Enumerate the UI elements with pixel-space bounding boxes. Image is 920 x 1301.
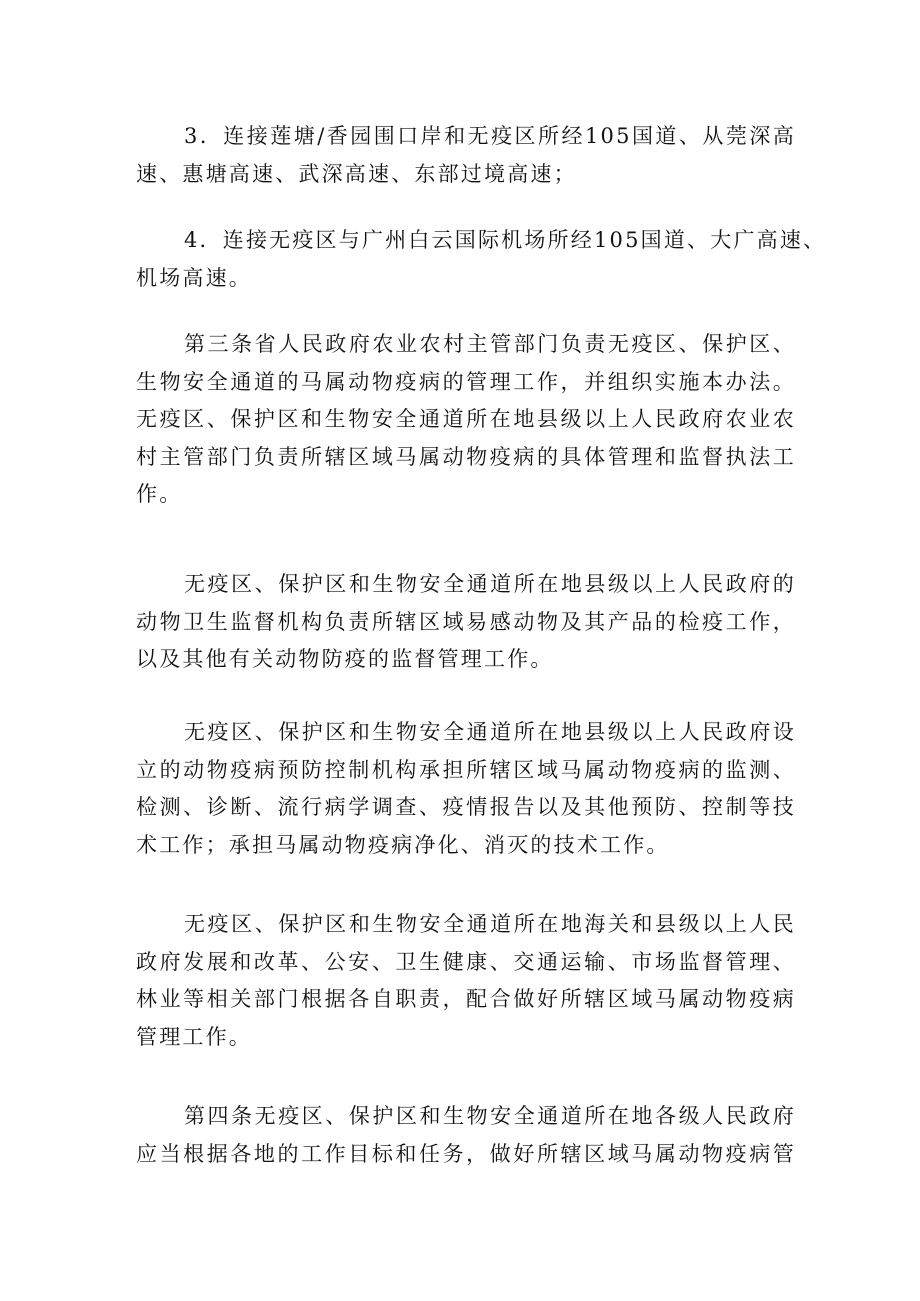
- paragraph-line: 生物安全通道的马属动物疫病的管理工作，并组织实施本办法。: [136, 369, 796, 394]
- paragraph-line: 无疫区、保护区和生物安全通道所在地县级以上人民政府的: [184, 572, 796, 596]
- paragraph-line: 政府发展和改革、公安、卫生健康、交通运输、市场监督管理、: [136, 949, 796, 974]
- paragraph-line: 机场高速。: [136, 265, 252, 290]
- paragraph-line: 作。: [136, 482, 183, 506]
- paragraph-line: 无疫区、保护区和生物安全通道所在地县级以上人民政府设: [184, 720, 796, 744]
- disease-control-paragraph: [136, 714, 796, 864]
- paragraph-item-4: [136, 222, 827, 297]
- paragraph-line: 无疫区、保护区和生物安全通道所在地县级以上人民政府农业农: [136, 407, 796, 431]
- article-3-paragraph: [136, 326, 796, 514]
- paragraph-line: 村主管部门负责所辖区域马属动物疫病的具体管理和监督执法工: [136, 444, 796, 469]
- paragraph-line: 第三条省人民政府农业农村主管部门负责无疫区、保护区、: [184, 332, 796, 356]
- paragraph-line: 管理工作。: [136, 1024, 252, 1049]
- paragraph-line: 以及其他有关动物防疫的监督管理工作。: [136, 647, 554, 671]
- animal-health-supervision-paragraph: [136, 566, 796, 679]
- paragraph-item-3: [136, 118, 796, 193]
- paragraph-line: 无疫区、保护区和生物安全通道所在地海关和县级以上人民: [184, 912, 796, 936]
- paragraph-line: 动物卫生监督机构负责所辖区域易感动物及其产品的检疫工作，: [136, 609, 796, 634]
- paragraph-line: 林业等相关部门根据各自职责，配合做好所辖区域马属动物疫病: [136, 987, 796, 1011]
- paragraph-line: 立的动物疫病预防控制机构承担所辖区域马属动物疫病的监测、: [136, 757, 796, 782]
- paragraph-line: 4．连接无疫区与广州白云国际机场所经105国道、大广高速、: [184, 228, 827, 252]
- paragraph-line: 术工作；承担马属动物疫病净化、消灭的技术工作。: [136, 832, 670, 857]
- paragraph-line: 第四条无疫区、保护区和生物安全通道所在地各级人民政府: [184, 1104, 796, 1128]
- customs-departments-paragraph: [136, 906, 796, 1056]
- article-4-paragraph: [136, 1098, 796, 1173]
- paragraph-line: 3．连接莲塘/香园围口岸和无疫区所经105国道、从莞深高: [184, 124, 796, 148]
- paragraph-line: 应当根据各地的工作目标和任务，做好所辖区域马属动物疫病管: [136, 1141, 796, 1166]
- paragraph-line: 速、惠塘高速、武深高速、东部过境高速；: [136, 161, 577, 186]
- paragraph-line: 检测、诊断、流行病学调查、疫情报告以及其他预防、控制等技: [136, 795, 796, 819]
